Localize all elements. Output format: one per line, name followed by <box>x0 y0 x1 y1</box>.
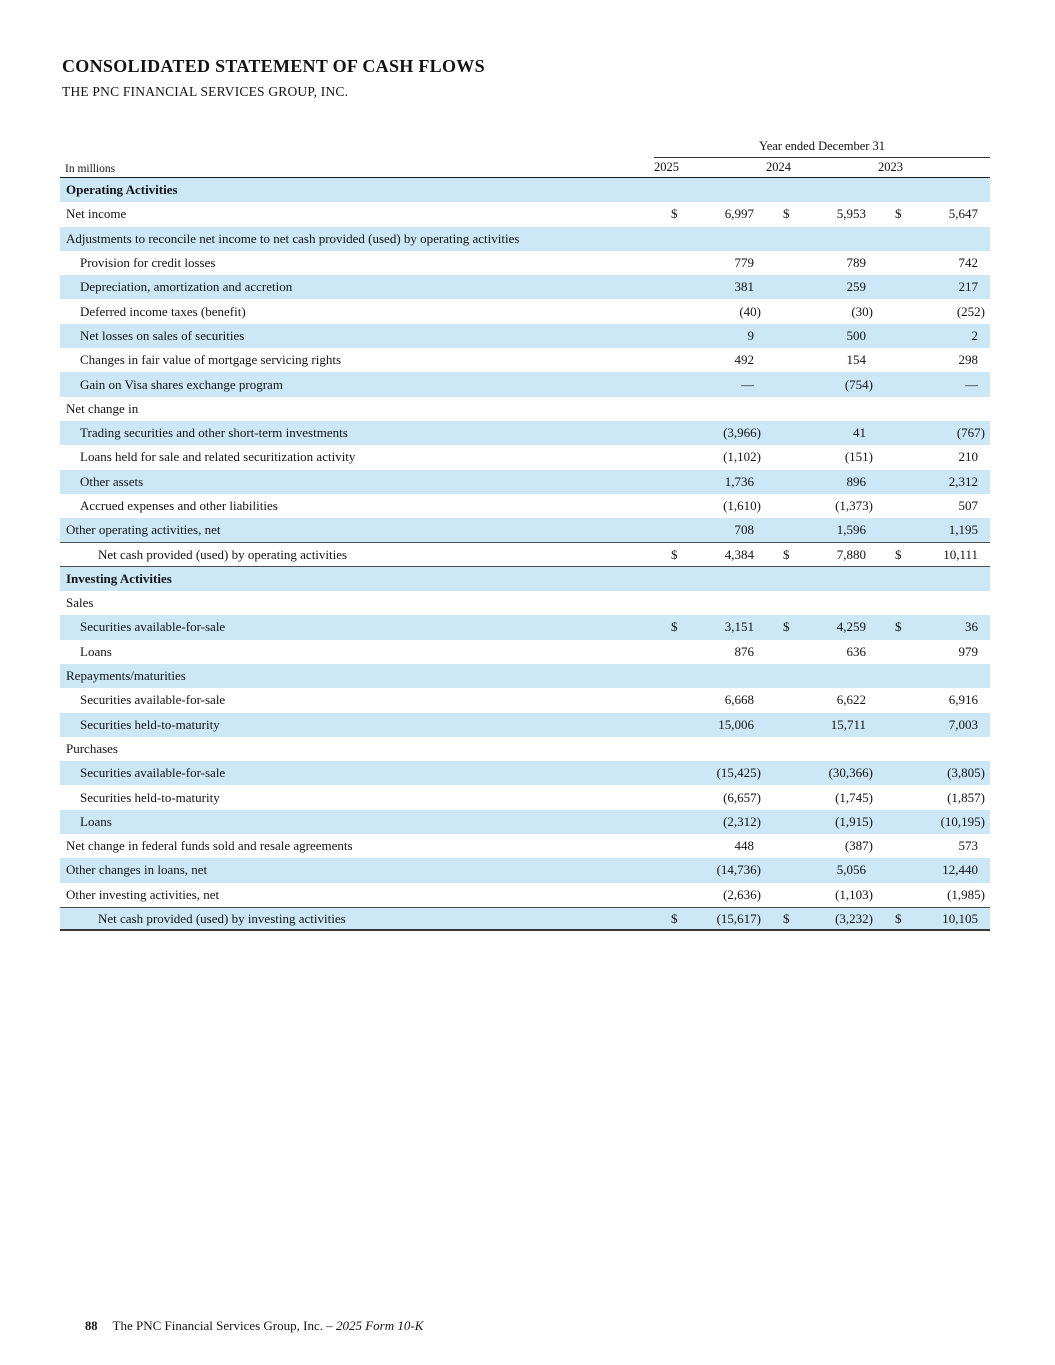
value-cell <box>766 348 878 372</box>
row-label-text: Net change in federal funds sold and resale agreements <box>66 838 353 854</box>
value-cell <box>654 348 766 372</box>
value-cell <box>766 591 878 615</box>
row-label <box>60 883 654 907</box>
currency-symbol: $ <box>895 619 902 635</box>
value-cell <box>766 202 878 226</box>
row-value: 5,647 <box>948 206 978 222</box>
value-cell <box>766 421 878 445</box>
row-value: (15,617) <box>716 910 761 926</box>
row-label <box>60 227 654 251</box>
value-cell <box>654 494 766 518</box>
cash-flow-statement-table <box>60 139 990 931</box>
row-value: (767) <box>956 425 985 441</box>
row-label <box>60 858 654 882</box>
unit-label: In millions <box>65 163 116 175</box>
row-value: (387) <box>844 838 873 854</box>
row-label <box>60 470 654 494</box>
currency-symbol: $ <box>895 206 902 222</box>
table-row <box>60 688 990 712</box>
value-cell <box>878 883 990 907</box>
company-subtitle: THE PNC FINANCIAL SERVICES GROUP, INC. <box>62 84 349 99</box>
table-row <box>60 858 990 882</box>
value-cell <box>766 227 878 251</box>
row-label-text: Loans held for sale and related securitization activity <box>80 449 356 465</box>
value-cell <box>654 445 766 469</box>
value-cell <box>654 858 766 882</box>
row-value: 573 <box>958 838 978 854</box>
table-row <box>60 713 990 737</box>
value-cell <box>654 202 766 226</box>
value-cell <box>766 858 878 882</box>
value-cell <box>654 543 766 565</box>
row-value: (40) <box>739 303 761 319</box>
footer-company-text: The PNC Financial Services Group, Inc. – <box>112 1318 336 1333</box>
value-cell <box>766 640 878 664</box>
row-value: (30) <box>851 303 873 319</box>
value-cell <box>654 615 766 639</box>
row-value: 636 <box>846 643 866 659</box>
value-cell <box>878 908 990 929</box>
row-value: 36 <box>965 619 978 635</box>
row-label <box>60 299 654 323</box>
row-label <box>60 640 654 664</box>
table-row <box>60 615 990 639</box>
value-cell <box>654 251 766 275</box>
value-cell <box>766 543 878 565</box>
row-value: 979 <box>958 643 978 659</box>
page-number: 88 <box>85 1319 98 1333</box>
table-row <box>60 494 990 518</box>
row-value: 6,622 <box>836 692 866 708</box>
row-value: 381 <box>734 279 754 295</box>
value-cell <box>766 834 878 858</box>
value-cell <box>878 178 990 202</box>
row-value: 259 <box>846 279 866 295</box>
value-cell <box>654 299 766 323</box>
value-cell <box>654 591 766 615</box>
value-cell <box>878 688 990 712</box>
currency-symbol: $ <box>895 546 902 562</box>
value-cell <box>878 494 990 518</box>
row-value: 2 <box>971 327 978 343</box>
table-row <box>60 664 990 688</box>
value-cell <box>878 397 990 421</box>
value-cell <box>654 178 766 202</box>
row-label <box>60 348 654 372</box>
row-label <box>60 908 654 929</box>
row-value: (15,425) <box>716 765 761 781</box>
year-column-header: 2025 <box>654 160 679 174</box>
table-row <box>60 470 990 494</box>
row-label <box>60 688 654 712</box>
currency-symbol: $ <box>783 619 790 635</box>
row-label <box>60 567 654 591</box>
row-label-text: Trading securities and other short-term investments <box>80 425 348 441</box>
row-value: 6,916 <box>948 692 978 708</box>
row-label-text: Loans <box>80 643 112 659</box>
row-value: (1,915) <box>835 813 873 829</box>
row-label-text: Accrued expenses and other liabilities <box>80 498 278 513</box>
value-cell <box>654 761 766 785</box>
row-label-text: Net cash provided (used) by investing activities <box>98 910 346 926</box>
row-label <box>60 324 654 348</box>
value-cell <box>654 810 766 834</box>
row-value: 500 <box>846 327 866 343</box>
row-label-text: Depreciation, amortization and accretion <box>80 279 293 295</box>
row-value: — <box>741 376 754 392</box>
value-cell <box>766 615 878 639</box>
value-cell <box>654 397 766 421</box>
row-value: (151) <box>844 449 873 465</box>
table-row <box>60 518 990 542</box>
row-value: (3,805) <box>947 765 985 781</box>
value-cell <box>654 518 766 542</box>
value-cell <box>766 664 878 688</box>
row-value: 2,312 <box>948 473 978 489</box>
row-label <box>60 615 654 639</box>
value-cell <box>766 299 878 323</box>
table-row <box>60 834 990 858</box>
value-cell <box>654 470 766 494</box>
row-value: 41 <box>853 425 866 441</box>
value-cell <box>878 299 990 323</box>
row-value: 154 <box>846 352 866 368</box>
row-value: 789 <box>846 255 866 271</box>
value-cell <box>878 275 990 299</box>
value-cell <box>878 664 990 688</box>
currency-symbol: $ <box>671 546 678 562</box>
value-cell <box>878 858 990 882</box>
row-value: (754) <box>844 376 873 392</box>
year-column-header: 2023 <box>878 160 903 174</box>
section-header-row <box>60 567 990 591</box>
row-value: 298 <box>958 352 978 368</box>
row-value: 492 <box>734 352 754 368</box>
row-value: 10,111 <box>943 546 978 562</box>
row-value: (252) <box>956 303 985 319</box>
row-value: 708 <box>734 522 754 538</box>
row-value: 7,003 <box>948 716 978 732</box>
row-value: (1,745) <box>835 789 873 805</box>
value-cell <box>766 372 878 396</box>
table-row <box>60 761 990 785</box>
currency-symbol: $ <box>671 206 678 222</box>
period-header-spacer <box>60 139 654 158</box>
row-label <box>60 713 654 737</box>
row-value: 6,997 <box>724 206 754 222</box>
value-cell <box>878 640 990 664</box>
row-label-text: Securities held-to-maturity <box>80 789 220 805</box>
row-value: (10,195) <box>940 813 985 829</box>
currency-symbol: $ <box>783 206 790 222</box>
table-row <box>60 640 990 664</box>
value-cell <box>654 883 766 907</box>
row-label-text: Other investing activities, net <box>66 886 220 902</box>
value-cell <box>766 494 878 518</box>
value-cell <box>654 227 766 251</box>
row-label <box>60 445 654 469</box>
row-value: (1,373) <box>835 498 873 513</box>
row-label <box>60 251 654 275</box>
row-label <box>60 178 654 202</box>
row-label-text: Other operating activities, net <box>66 522 221 538</box>
row-value: (1,610) <box>723 498 761 513</box>
row-value: 4,259 <box>836 619 866 635</box>
table-row <box>60 202 990 226</box>
value-cell <box>878 834 990 858</box>
currency-symbol: $ <box>895 910 902 926</box>
currency-symbol: $ <box>671 619 678 635</box>
value-cell <box>766 883 878 907</box>
row-label <box>60 275 654 299</box>
row-value: 1,195 <box>948 522 978 538</box>
row-value: 12,440 <box>942 862 978 878</box>
row-value: (3,966) <box>723 425 761 441</box>
value-cell <box>878 470 990 494</box>
row-label-text: Adjustments to reconcile net income to net cash provided (used) by operating activities <box>66 230 520 246</box>
row-label <box>60 737 654 761</box>
row-label-text: Securities available-for-sale <box>80 765 226 781</box>
value-cell <box>654 664 766 688</box>
table-row <box>60 348 990 372</box>
value-cell <box>878 567 990 591</box>
row-value: 217 <box>958 279 978 295</box>
row-value: 10,105 <box>942 910 978 926</box>
row-value: 507 <box>958 498 978 513</box>
row-label-text: Net losses on sales of securities <box>80 327 245 343</box>
value-cell <box>878 324 990 348</box>
value-cell <box>878 543 990 565</box>
row-label-text: Investing Activities <box>66 570 172 586</box>
value-cell <box>878 251 990 275</box>
row-value: (2,312) <box>723 813 761 829</box>
table-row <box>60 785 990 809</box>
currency-symbol: $ <box>783 546 790 562</box>
value-cell <box>654 834 766 858</box>
row-value: (6,657) <box>723 789 761 805</box>
value-cell <box>878 737 990 761</box>
table-row <box>60 907 990 931</box>
row-label <box>60 785 654 809</box>
row-value: 779 <box>734 255 754 271</box>
row-label-text: Securities available-for-sale <box>80 692 226 708</box>
value-cell <box>654 421 766 445</box>
value-cell <box>654 372 766 396</box>
row-value: 6,668 <box>724 692 754 708</box>
row-label <box>60 664 654 688</box>
row-value: 742 <box>958 255 978 271</box>
row-value: (3,232) <box>835 910 873 926</box>
row-label-text: Purchases <box>66 740 118 756</box>
row-label <box>60 543 654 565</box>
row-label <box>60 834 654 858</box>
value-cell <box>654 275 766 299</box>
row-value: 9 <box>747 327 754 343</box>
row-label <box>60 421 654 445</box>
row-label <box>60 202 654 226</box>
value-cell <box>654 567 766 591</box>
row-label-text: Other changes in loans, net <box>66 862 208 878</box>
table-row <box>60 737 990 761</box>
row-value: 4,384 <box>724 546 754 562</box>
column-header-row <box>60 158 990 178</box>
row-label-text: Gain on Visa shares exchange program <box>80 376 283 392</box>
row-value: 7,880 <box>836 546 866 562</box>
value-cell <box>766 713 878 737</box>
row-value: 876 <box>734 643 754 659</box>
value-cell <box>878 591 990 615</box>
page-footer <box>85 1318 423 1334</box>
row-label-text: Other assets <box>80 473 144 489</box>
row-label-text: Changes in fair value of mortgage servicing rights <box>80 352 342 368</box>
row-label <box>60 591 654 615</box>
value-cell <box>878 761 990 785</box>
row-label <box>60 810 654 834</box>
year-column-header: 2024 <box>766 160 791 174</box>
value-cell <box>654 785 766 809</box>
row-value: 5,056 <box>836 862 866 878</box>
table-row <box>60 542 990 566</box>
row-value: 448 <box>734 838 754 854</box>
page-title: CONSOLIDATED STATEMENT OF CASH FLOWS <box>62 56 485 76</box>
value-cell <box>878 372 990 396</box>
row-label-text: Deferred income taxes (benefit) <box>80 303 246 319</box>
row-value: (30,366) <box>828 765 873 781</box>
value-cell <box>766 470 878 494</box>
row-label-text: Sales <box>66 595 94 611</box>
value-cell <box>878 810 990 834</box>
section-header-row <box>60 178 990 202</box>
row-label-text: Net cash provided (used) by operating activities <box>98 546 348 562</box>
table-row <box>60 324 990 348</box>
currency-symbol: $ <box>671 910 678 926</box>
footer-form-label: 2025 Form 10-K <box>335 1318 424 1333</box>
value-cell <box>766 324 878 348</box>
table-row <box>60 591 990 615</box>
value-cell <box>766 908 878 929</box>
row-value: (14,736) <box>716 862 761 878</box>
value-cell <box>766 810 878 834</box>
period-header-row <box>60 139 990 158</box>
row-label <box>60 397 654 421</box>
value-cell <box>878 227 990 251</box>
table-row <box>60 227 990 251</box>
value-cell <box>766 567 878 591</box>
row-label-text: Provision for credit losses <box>80 255 216 271</box>
row-value: 1,596 <box>836 522 866 538</box>
period-header-label: Year ended December 31 <box>654 139 990 158</box>
row-label-text: Securities available-for-sale <box>80 619 226 635</box>
table-row <box>60 372 990 396</box>
row-value: 5,953 <box>836 206 866 222</box>
value-cell <box>766 785 878 809</box>
row-value: 3,151 <box>724 619 754 635</box>
value-cell <box>766 251 878 275</box>
row-value: 896 <box>846 473 866 489</box>
value-cell <box>766 178 878 202</box>
value-cell <box>654 713 766 737</box>
row-value: 210 <box>958 449 978 465</box>
row-label-text: Net change in <box>66 400 139 416</box>
table-row <box>60 397 990 421</box>
value-cell <box>766 397 878 421</box>
row-label <box>60 372 654 396</box>
table-row <box>60 445 990 469</box>
row-label-text: Repayments/maturities <box>66 668 186 684</box>
value-cell <box>766 688 878 712</box>
row-value: (1,857) <box>947 789 985 805</box>
row-value: (1,985) <box>947 886 985 902</box>
value-cell <box>878 713 990 737</box>
row-label <box>60 518 654 542</box>
table-row <box>60 251 990 275</box>
currency-symbol: $ <box>783 910 790 926</box>
row-label-text: Loans <box>80 813 112 829</box>
table-row <box>60 275 990 299</box>
value-cell <box>654 908 766 929</box>
value-cell <box>878 421 990 445</box>
value-cell <box>766 445 878 469</box>
row-value: 1,736 <box>724 473 754 489</box>
row-label <box>60 761 654 785</box>
row-value: (1,103) <box>835 886 873 902</box>
value-cell <box>766 518 878 542</box>
value-cell <box>766 275 878 299</box>
value-cell <box>654 688 766 712</box>
table-row <box>60 810 990 834</box>
value-cell <box>878 615 990 639</box>
row-value: (1,102) <box>723 449 761 465</box>
value-cell <box>654 324 766 348</box>
value-cell <box>766 737 878 761</box>
row-value: 15,711 <box>830 716 866 732</box>
row-value: 15,006 <box>718 716 754 732</box>
table-row <box>60 299 990 323</box>
value-cell <box>878 518 990 542</box>
value-cell <box>766 761 878 785</box>
value-cell <box>878 202 990 226</box>
row-label-text: Net income <box>66 206 127 222</box>
row-value: (2,636) <box>723 886 761 902</box>
value-cell <box>878 445 990 469</box>
value-cell <box>878 785 990 809</box>
table-row <box>60 883 990 907</box>
value-cell <box>654 737 766 761</box>
row-label <box>60 494 654 518</box>
row-label-text: Operating Activities <box>66 182 178 198</box>
value-cell <box>654 640 766 664</box>
table-row <box>60 421 990 445</box>
row-label-text: Securities held-to-maturity <box>80 716 220 732</box>
value-cell <box>878 348 990 372</box>
table-body <box>60 178 990 931</box>
row-value: — <box>965 376 978 392</box>
